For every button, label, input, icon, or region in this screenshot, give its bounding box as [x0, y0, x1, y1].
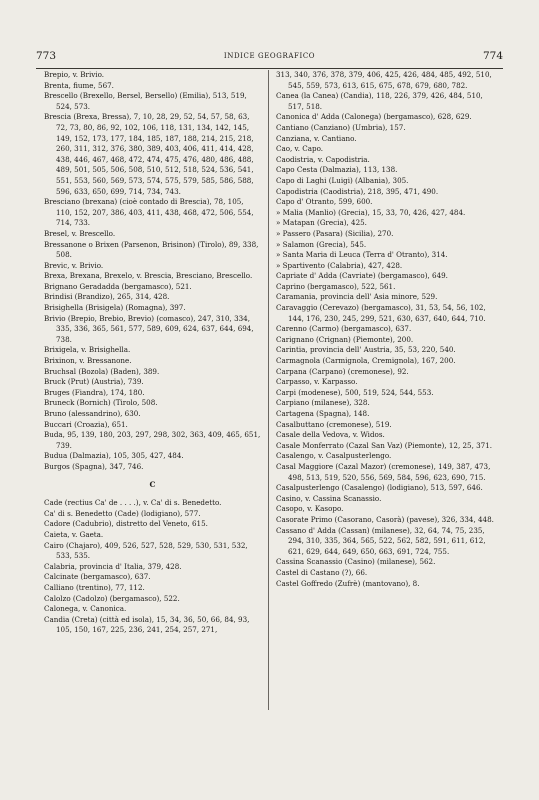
- index-entry: Cade (rectius Ca' de . . . .), v. Ca' di s. Benedetto.: [44, 498, 222, 508]
- index-entry: Capodistria (Caodistria), 218, 395, 471, 490.: [276, 186, 439, 196]
- index-entry: Bresciano (brexana) (cioè contado di Brescia), 78, 105, 110, 152, 207, 386, 403, 411, 438, 468, 472, 506, 554, 714, 733.: [44, 197, 254, 228]
- index-entry: Carignano (Crignan) (Piemonte), 200.: [276, 334, 414, 344]
- index-entry: Casopo, v. Kasopo.: [276, 504, 344, 514]
- index-entry: Casalengo, v. Casalpusterlengo.: [276, 451, 392, 461]
- index-entry: Budua (Dalmazia), 105, 305, 427, 484.: [44, 451, 184, 461]
- index-entry: Brescia (Brexa, Bressa), 7, 10, 28, 29, 52, 54, 57, 58, 63, 72, 73, 80, 86, 92, 102, 106, 118, 131, 134, 142, 145, 149, 152, 173, 177, 184, 185, 187, 188, 214, 215, 218, 260, 311, 312, 376, 380, 389, 403, 406, 411, 414, 428, 438, 446, 467, 468, 472, 474, 475, 476, 480, 486, 488, 489, 501, 505, 506, 508, 510, 512, 518, 524, 536, 541, 551, 553, 560, 569, 573, 574, 575, 579, 585, 586, 588, 596, 633, 650, 699, 714, 734, 743.: [44, 112, 254, 196]
- index-entry: Calcinate (bergamasco), 637.: [44, 572, 151, 582]
- index-entry: Capo Cesta (Dalmazia), 113, 138.: [276, 165, 398, 175]
- index-entry: Capo d' Otranto, 599, 600.: [276, 197, 373, 207]
- index-entry: Bruges (Fiandra), 174, 180.: [44, 387, 145, 397]
- index-entry: Carmagnola (Carmignola, Cremignola), 167, 200.: [276, 356, 456, 366]
- index-entry: Cao, v. Capo.: [276, 144, 324, 154]
- index-entry: Buccari (Croazia), 651.: [44, 419, 128, 429]
- index-entry: Cantiano (Canziano) (Umbria), 157.: [276, 122, 406, 132]
- header-rule: [36, 68, 503, 69]
- index-entry: Casorate Primo (Casorano, Casorà) (pavese), 326, 334, 448.: [276, 514, 494, 524]
- running-title: INDICE GEOGRAFICO: [223, 52, 316, 60]
- index-entry: Brixinon, v. Bressanone.: [44, 356, 132, 366]
- index-entry: Canziana, v. Cantiano.: [276, 133, 357, 143]
- index-entry: Cairo (Chajaro), 409, 526, 527, 528, 529, 530, 531, 532, 533, 535.: [44, 540, 248, 561]
- index-entry: Carpiano (milanese), 328.: [276, 398, 370, 408]
- left-entries-c: [44, 498, 261, 636]
- index-entry: Castel Goffredo (Zufrè) (mantovano), 8.: [276, 578, 420, 588]
- index-entry: Canonica d' Adda (Calonega) (bergamasco), 628, 629.: [276, 112, 472, 122]
- index-entry: Caprino (bergamasco), 522, 561.: [276, 281, 396, 291]
- index-entry: Caravaggio (Cerevazo) (bergamasco), 31, 53, 54, 56, 102, 144, 176, 230, 245, 299, 521, 630, 637, 640, 644, 710.: [276, 303, 486, 323]
- index-entry: Capriate d' Adda (Cavriate) (bergamasco), 649.: [276, 271, 448, 281]
- index-entry: Capo di Laghi (Luigi) (Albania), 305.: [276, 175, 409, 185]
- index-entry: Calonega, v. Canonica.: [44, 604, 127, 614]
- index-entry: Canea (la Canea) (Candia), 118, 226, 379, 426, 484, 510, 517, 518.: [276, 91, 483, 111]
- index-entry: Casalbuttano (cremonese), 519.: [276, 419, 392, 429]
- index-entry: Casale Monferrato (Cazal San Vaz) (Piemonte), 12, 25, 371.: [276, 440, 493, 450]
- index-entry: Brevic, v. Brivio.: [44, 260, 104, 270]
- index-entry: Burgos (Spagna), 347, 746.: [44, 461, 144, 471]
- index-entry: » Santa Maria di Leuca (Terra d' Otranto), 314.: [276, 250, 448, 260]
- index-entry: Brepio, v. Brivio.: [44, 70, 105, 79]
- index-entry: Ca' di s. Benedetto (Cade) (lodigiano), 577.: [44, 508, 201, 518]
- index-entry: Carenno (Carmo) (bergamasco), 637.: [276, 324, 412, 334]
- index-entry: Brescello (Brexello, Bersel, Bersello) (Emilia), 513, 519, 524, 573.: [44, 91, 247, 111]
- index-entry: Bruchsal (Bozola) (Baden), 389.: [44, 366, 160, 376]
- right-column: [276, 70, 498, 792]
- index-entry: Carpi (modenese), 500, 519, 524, 544, 553.: [276, 387, 434, 397]
- index-entry: Calliano (trentino), 77, 112.: [44, 582, 145, 592]
- index-entry: Brenta, fiume, 567.: [44, 80, 114, 90]
- index-entry: Cassina Scanassio (Casino) (milanese), 562.: [276, 557, 436, 567]
- right-entries: [276, 70, 498, 589]
- index-entry: Calolzo (Cadolzo) (bergamasco), 522.: [44, 593, 180, 603]
- left-entries: [44, 70, 261, 473]
- index-entry: Casale della Vedova, v. Widos.: [276, 430, 385, 440]
- index-entry: Brignano Geradadda (bergamasco), 521.: [44, 281, 192, 291]
- index-entry: Caramania, provincia dell' Asia minore, 529.: [276, 292, 438, 302]
- page-number-right: 774: [482, 50, 503, 62]
- index-entry: » Malia (Manlio) (Grecia), 15, 33, 70, 426, 427, 484.: [276, 207, 466, 217]
- index-entry: Candia (Creta) (città ed isola), 15, 34, 36, 50, 66, 84, 93, 105, 150, 167, 225, 236, 241, 254, 257, 271,: [44, 614, 250, 635]
- index-entry: » Passero (Pasara) (Sicilia), 270.: [276, 228, 394, 238]
- index-entry: » Matapan (Grecia), 425.: [276, 218, 367, 228]
- index-entry: Bruneck (Bornich) (Tirolo, 508.: [44, 398, 158, 408]
- index-entry: Carpasso, v. Karpasso.: [276, 377, 358, 387]
- index-entry: Casal Maggiore (Cazal Mazor) (cremonese), 149, 387, 473, 498, 513, 519, 520, 556, 569, 584, 596, 623, 690, 715.: [276, 461, 491, 482]
- index-entry: Caodistria, v. Capodistria.: [276, 154, 370, 164]
- index-entry: Bresel, v. Brescello.: [44, 228, 116, 238]
- index-entry: Carintia, provincia dell' Austria, 35, 53, 220, 540.: [276, 345, 456, 355]
- index-entry: Casino, v. Cassina Scanassio.: [276, 493, 382, 503]
- index-entry: Brisighella (Brisigela) (Romagna), 397.: [44, 303, 186, 313]
- index-entry: Calabria, provincia d' Italia, 379, 428.: [44, 561, 182, 571]
- index-entry: Casalpusterlengo (Casalengo) (lodigiano), 513, 597, 646.: [276, 483, 483, 493]
- index-entry: » Spartivento (Calabria), 427, 428.: [276, 260, 403, 270]
- index-entry: Bruck (Prut) (Austria), 739.: [44, 377, 144, 387]
- column-divider: [268, 70, 269, 710]
- index-entry: Brixigela, v. Brisighella.: [44, 345, 131, 355]
- index-entry: Brivio (Brepio, Brebio, Brevio) (comasco), 247, 310, 334, 335, 336, 365, 561, 577, 589, 609, 624, 637, 644, 694, 738.: [44, 313, 254, 344]
- index-entry: 313, 340, 376, 378, 379, 406, 425, 426, 484, 485, 492, 510, 545, 559, 573, 613, 615, 675, 678, 679, 680, 782.: [276, 70, 492, 90]
- left-column: [44, 70, 261, 792]
- index-entry: Brindisi (Brandizo), 265, 314, 428.: [44, 292, 170, 302]
- index-entry: Brexa, Brexana, Brexelo, v. Brescia, Bresciano, Brescello.: [44, 271, 253, 281]
- index-entry: Caieta, v. Gaeta.: [44, 529, 104, 539]
- index-entry: Buda, 95, 139, 180, 203, 297, 298, 302, 363, 409, 465, 651, 739.: [44, 430, 261, 450]
- page-header: [36, 50, 503, 64]
- index-entry: Bruno (alessandrino), 630.: [44, 409, 141, 418]
- index-entry: Bressanone o Brixen (Parsenon, Brisinon) (Tirolo), 89, 338, 508.: [44, 239, 259, 260]
- page-number-left: 773: [36, 50, 57, 62]
- section-heading-c: C: [149, 479, 156, 489]
- index-entry: Cadore (Cadubrio), distretto del Veneto, 615.: [44, 519, 208, 529]
- index-entry: Cartagena (Spagna), 148.: [276, 409, 370, 418]
- index-entry: Cassano d' Adda (Cassan) (milanese), 32, 64, 74, 75, 235, 294, 310, 335, 364, 565, 522, 562, 582, 591, 611, 612, 621, 629, 644, 649, 650, 663, 691, 724, 755.: [276, 525, 486, 556]
- index-entry: » Salamon (Grecia), 545.: [276, 239, 367, 249]
- index-entry: Carpana (Carpano) (cremonese), 92.: [276, 366, 409, 376]
- index-entry: Castel di Castano (?), 66.: [276, 567, 368, 577]
